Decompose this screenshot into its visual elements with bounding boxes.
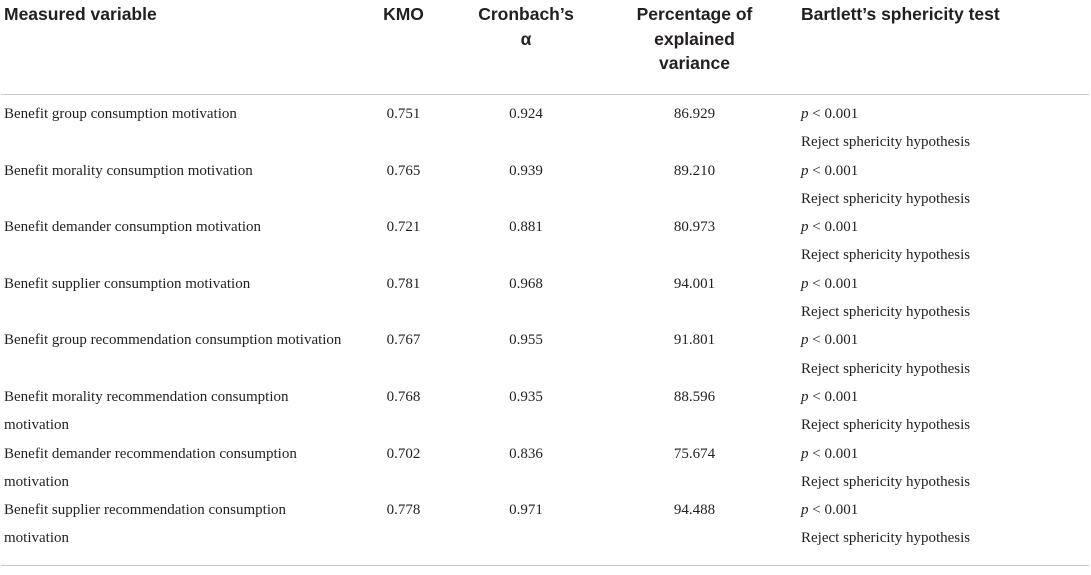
p-threshold: < 0.001 (808, 162, 859, 179)
p-symbol: p (801, 162, 809, 179)
cell-kmo: 0.751 (386, 106, 421, 122)
table-row (1, 383, 1089, 440)
p-value (801, 383, 1089, 411)
cell-kmo: 0.721 (386, 219, 421, 236)
p-value (801, 496, 1089, 524)
header-measured-variable (1, 0, 346, 95)
p-threshold: < 0.001 (808, 502, 859, 519)
header-cronbach-alpha (461, 0, 591, 95)
cell-kmo: 0.781 (386, 275, 421, 292)
cell-variance: 86.929 (673, 106, 716, 122)
table-header (1, 0, 1089, 95)
decision-text: Reject sphericity hypothesis (801, 304, 971, 321)
decision-text: Reject sphericity hypothesis (801, 134, 971, 151)
cell-kmo: 0.765 (386, 162, 421, 179)
header-variance-line2: explained (654, 28, 735, 49)
results-table-container (1, 0, 1089, 566)
header-kmo (346, 0, 461, 95)
decision-text: Reject sphericity hypothesis (801, 530, 971, 547)
table-row (1, 440, 1089, 497)
cell-kmo: 0.778 (346, 496, 461, 565)
cell-variance: 91.801 (673, 332, 716, 349)
p-threshold: < 0.001 (808, 275, 859, 292)
header-cronbach-line1: Cronbach’s (478, 4, 574, 24)
p-value (801, 270, 1089, 298)
decision-text: Reject sphericity hypothesis (801, 247, 971, 264)
decision-text: Reject sphericity hypothesis (801, 190, 971, 207)
cell-variance: 75.674 (673, 445, 716, 462)
cell-alpha: 0.924 (509, 106, 543, 122)
results-table (1, 0, 1089, 566)
p-symbol: p (801, 332, 809, 349)
cell-bartlett (798, 213, 1089, 270)
cell-alpha: 0.968 (509, 275, 543, 292)
cell-alpha: 0.939 (509, 162, 543, 179)
header-row (1, 0, 1089, 95)
p-threshold: < 0.001 (808, 445, 859, 462)
header-bartlett-test (798, 0, 1089, 95)
table-row (1, 157, 1089, 214)
cell-variance: 94.488 (591, 496, 798, 565)
table-row (1, 213, 1089, 270)
cell-alpha: 0.881 (509, 219, 543, 236)
cell-kmo: 0.768 (386, 388, 421, 405)
p-threshold: < 0.001 (808, 332, 859, 349)
cell-bartlett (798, 440, 1089, 497)
cell-variable: Benefit morality consumption motivation (4, 162, 253, 179)
cell-bartlett (798, 383, 1089, 440)
p-value (801, 326, 1089, 354)
cell-bartlett (798, 326, 1089, 383)
header-kmo-text: KMO (383, 4, 424, 24)
p-value (801, 213, 1089, 241)
cell-variable: Benefit group consumption motivation (4, 106, 237, 122)
p-symbol: p (801, 445, 809, 462)
cell-variable: Benefit demander recommendation consumption motivation (4, 445, 297, 490)
header-cronbach-line2: α (520, 28, 532, 49)
cell-variable: Benefit morality recommendation consumption motivation (4, 388, 289, 434)
table-body (1, 95, 1089, 566)
cell-variance: 80.973 (673, 219, 716, 236)
header-explained-variance (591, 0, 798, 95)
table-row (1, 326, 1089, 383)
cell-bartlett (798, 157, 1089, 214)
table-row (1, 270, 1089, 327)
p-symbol: p (801, 388, 809, 405)
p-symbol: p (801, 275, 809, 292)
cell-variance: 94.001 (673, 275, 716, 292)
table-row (1, 496, 1089, 565)
cell-kmo: 0.702 (386, 445, 421, 462)
cell-bartlett (798, 95, 1089, 157)
header-bartlett-text: Bartlett’s sphericity test (801, 4, 1000, 24)
p-symbol: p (801, 502, 809, 519)
p-threshold: < 0.001 (808, 106, 859, 122)
cell-alpha: 0.836 (509, 445, 543, 462)
cell-variable: Benefit group recommendation consumption motivation (4, 332, 342, 349)
table-row (1, 95, 1089, 157)
cell-alpha: 0.971 (461, 496, 591, 565)
cell-kmo: 0.767 (386, 332, 421, 349)
cell-alpha: 0.935 (509, 388, 543, 405)
cell-variable: Benefit supplier recommendation consumption motivation (1, 496, 346, 565)
header-variance-line1: Percentage of (636, 4, 753, 24)
cell-bartlett (798, 270, 1089, 327)
decision-text: Reject sphericity hypothesis (801, 473, 971, 490)
cell-variance: 88.596 (673, 388, 716, 405)
p-value (801, 100, 1089, 128)
cell-variable: Benefit supplier consumption motivation (4, 275, 251, 292)
cell-bartlett (798, 496, 1089, 565)
p-symbol: p (801, 106, 809, 122)
p-value (801, 440, 1089, 468)
p-threshold: < 0.001 (808, 219, 859, 236)
p-symbol: p (801, 219, 809, 236)
p-threshold: < 0.001 (808, 388, 859, 405)
cell-alpha: 0.955 (509, 332, 543, 349)
cell-variable: Benefit demander consumption motivation (4, 219, 262, 236)
decision-text: Reject sphericity hypothesis (801, 360, 971, 377)
decision-text: Reject sphericity hypothesis (801, 417, 971, 434)
cell-variance: 89.210 (673, 162, 716, 179)
header-measured-variable-text: Measured variable (4, 4, 157, 24)
p-value (801, 157, 1089, 185)
header-variance-line3: variance (658, 53, 731, 73)
